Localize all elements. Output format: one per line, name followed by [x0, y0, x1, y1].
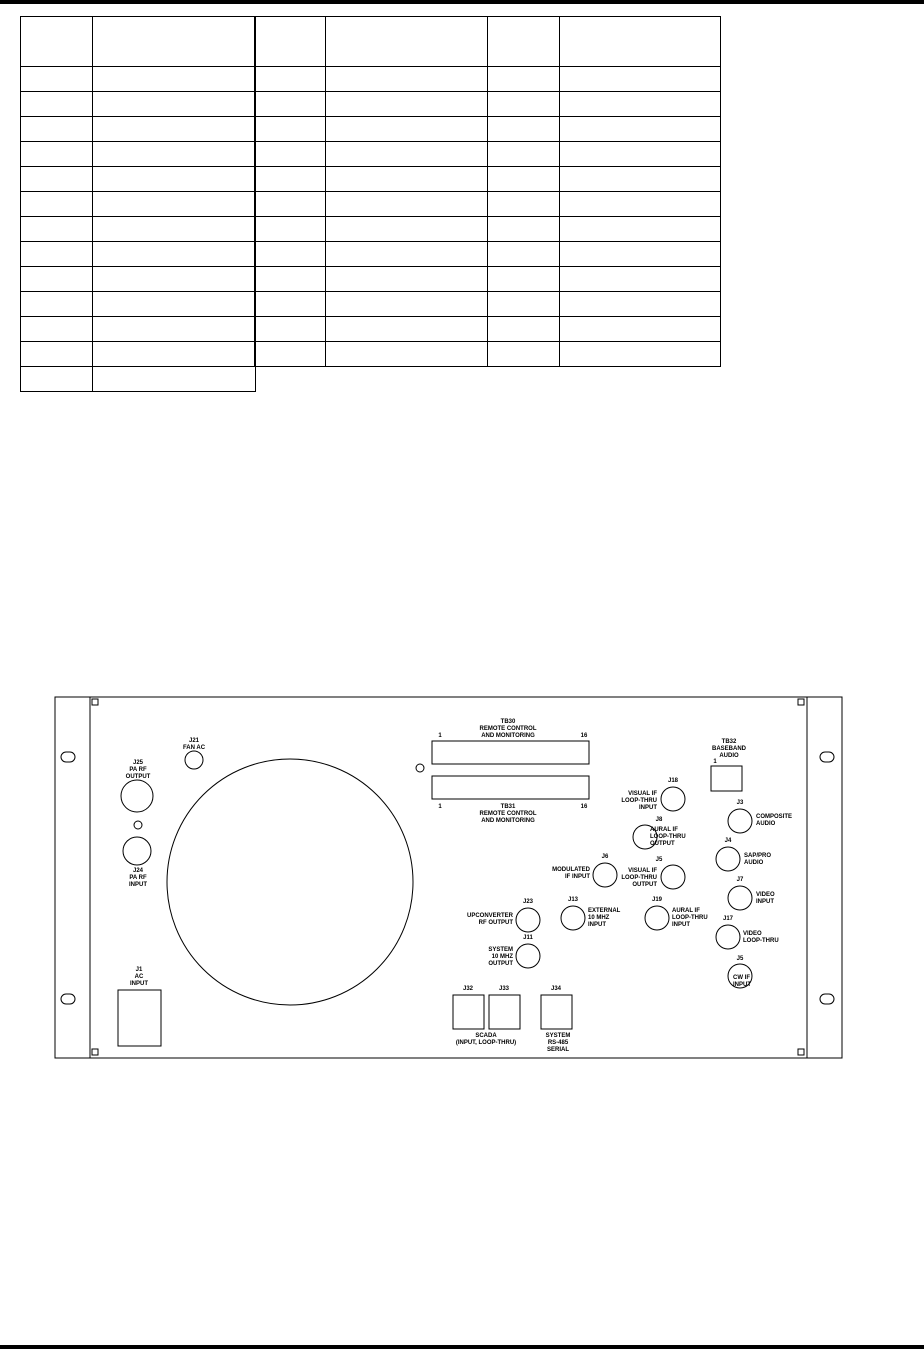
j5-visual-id: J5 — [655, 857, 663, 863]
j8-id: J8 — [655, 817, 663, 823]
j19-connector — [645, 906, 669, 930]
j5-visual-label: LOOP-THRU — [621, 875, 657, 881]
j23-id: J23 — [522, 899, 534, 905]
j21-connector — [185, 751, 203, 769]
tb30-title: TB30 — [500, 719, 516, 725]
j19-label: LOOP-THRU — [672, 915, 708, 921]
j13-label: INPUT — [588, 922, 606, 928]
scada-label: SCADA — [475, 1033, 497, 1039]
j4-label: SAP/PRO — [744, 853, 772, 859]
j18-label: LOOP-THRU — [621, 798, 657, 804]
j7-label: VIDEO — [756, 892, 775, 898]
j11-label: OUTPUT — [488, 961, 513, 967]
mounting-slot — [820, 752, 834, 762]
j11-label: SYSTEM — [488, 947, 513, 953]
tb31-pin-start: 1 — [438, 804, 442, 810]
scada-label: (INPUT, LOOP-THRU) — [455, 1040, 517, 1046]
j4-id: J4 — [724, 838, 732, 844]
j11-id: J11 — [523, 935, 533, 941]
mounting-slot — [61, 994, 75, 1004]
tb32-pin: 1 — [713, 759, 717, 765]
j17-id: J17 — [722, 916, 734, 922]
j17-label: LOOP-THRU — [743, 938, 779, 944]
j5-cw-id: J5 — [736, 956, 744, 962]
j25-label: OUTPUT — [125, 774, 151, 780]
tb31-pin-end: 16 — [580, 804, 588, 810]
j3-id: J3 — [736, 800, 744, 806]
j13-label: 10 MHZ — [588, 915, 610, 921]
j18-id: J18 — [667, 778, 679, 784]
j1-label: INPUT — [130, 981, 148, 987]
tb31-title: TB31 — [500, 804, 516, 810]
j23-label: UPCONVERTER — [466, 913, 513, 919]
tb31-label: AND MONITORING — [481, 818, 535, 824]
j1-label: AC — [134, 974, 144, 980]
panel-hole — [416, 764, 424, 772]
j6-id: J6 — [601, 854, 609, 860]
j7-id: J7 — [736, 877, 744, 883]
tb31-label: REMOTE CONTROL — [479, 811, 537, 817]
j5-visual-label: VISUAL IF — [628, 868, 657, 874]
mounting-slot — [61, 752, 75, 762]
j18-label: INPUT — [639, 805, 657, 811]
j25-connector — [121, 780, 153, 812]
j5-visual-label: OUTPUT — [632, 882, 657, 888]
corner-screw — [798, 1049, 804, 1055]
j7-connector — [728, 886, 752, 910]
j8-label: OUTPUT — [650, 841, 675, 847]
j3-connector — [728, 809, 752, 833]
j5-cw-label: INPUT — [733, 982, 751, 988]
j25-label: PA RF — [129, 767, 147, 773]
tb32-terminal-block — [711, 766, 742, 791]
j17-label: VIDEO — [743, 931, 762, 937]
j11-label: 10 MHZ — [491, 954, 513, 960]
j24-id: J24 — [132, 868, 144, 874]
corner-screw — [92, 1049, 98, 1055]
j13-connector — [561, 906, 585, 930]
j3-label: COMPOSITE — [756, 814, 793, 820]
j8-label: LOOP-THRU — [650, 834, 686, 840]
tb30-label: REMOTE CONTROL — [479, 726, 537, 732]
j5-cw-label: CW IF — [733, 975, 750, 981]
j24-label: PA RF — [129, 875, 147, 881]
corner-screw — [798, 699, 804, 705]
j25-id: J25 — [132, 760, 144, 766]
j8-label: AURAL IF — [650, 827, 678, 833]
j5-visual-connector — [661, 865, 685, 889]
j32-id: J32 — [462, 986, 474, 992]
bottom-rule — [0, 1345, 924, 1349]
fan-opening — [167, 759, 413, 1005]
j13-label: EXTERNAL — [588, 908, 621, 914]
system485-label: SYSTEM — [545, 1033, 571, 1039]
j19-label: INPUT — [672, 922, 690, 928]
j6-label: IF INPUT — [565, 874, 590, 880]
j4-connector — [716, 847, 740, 871]
j6-connector — [593, 863, 617, 887]
j6-label: MODULATED — [552, 867, 590, 873]
j11-connector — [516, 944, 540, 968]
tb30-label: AND MONITORING — [481, 733, 535, 739]
j7-label: INPUT — [756, 899, 774, 905]
j23-connector — [516, 908, 540, 932]
tb30-terminal-block — [432, 741, 589, 764]
j34-id: J34 — [550, 986, 562, 992]
tb31-terminal-block — [432, 776, 589, 799]
j33-port — [489, 995, 520, 1029]
j32-port — [453, 995, 484, 1029]
j13-id: J13 — [567, 897, 579, 903]
j19-id: J19 — [651, 897, 663, 903]
j19-label: AURAL IF — [672, 908, 700, 914]
j33-id: J33 — [498, 986, 510, 992]
tb32-title: TB32 — [721, 739, 737, 745]
mounting-slot — [820, 994, 834, 1004]
j21-id: J21 — [188, 738, 200, 744]
j24-label: INPUT — [129, 882, 147, 888]
j18-connector — [661, 787, 685, 811]
j1-id: J1 — [135, 967, 143, 973]
system485-label: RS-485 — [547, 1040, 569, 1046]
system485-label: SERIAL — [546, 1047, 570, 1053]
tb30-pin-start: 1 — [438, 733, 442, 739]
j17-connector — [716, 925, 740, 949]
tb30-pin-end: 16 — [580, 733, 588, 739]
j3-label: AUDIO — [756, 821, 776, 827]
panel-hole — [134, 821, 142, 829]
tb32-label: AUDIO — [719, 753, 739, 759]
j1-ac-inlet — [118, 990, 161, 1046]
j4-label: AUDIO — [744, 860, 764, 866]
j34-port — [541, 995, 572, 1029]
tb32-label: BASEBAND — [711, 746, 747, 752]
corner-screw — [92, 699, 98, 705]
j21-label: FAN AC — [182, 745, 206, 751]
j23-label: RF OUTPUT — [478, 920, 513, 926]
panel-face — [90, 697, 807, 1058]
j18-label: VISUAL IF — [628, 791, 657, 797]
j24-connector — [123, 837, 151, 865]
